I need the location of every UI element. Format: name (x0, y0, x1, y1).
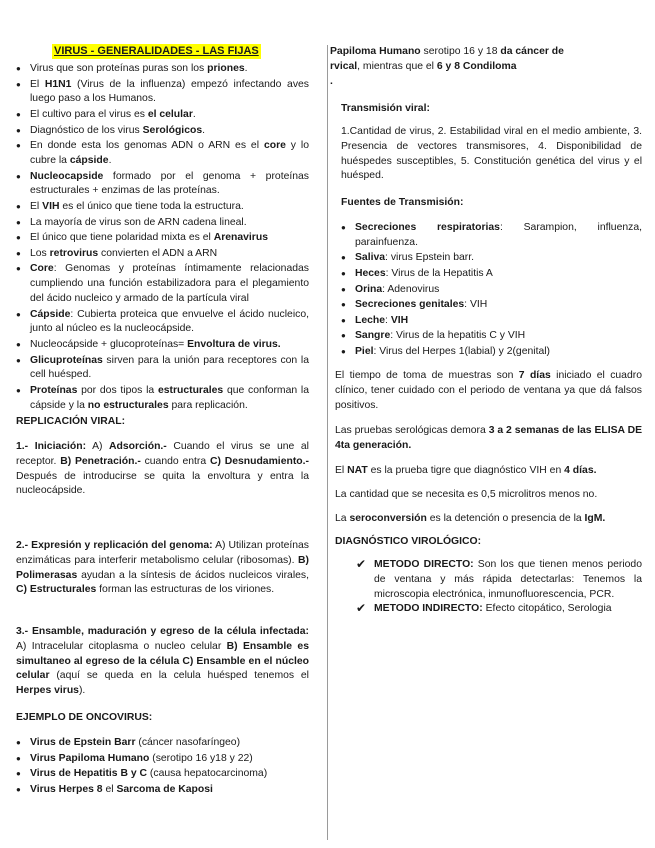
text: iniciado el cuadro clínico, tener cuidado con el periodo de ventana ya que dá falsos positivos. (335, 370, 642, 411)
text: (causa hepatocarcinoma) (147, 768, 268, 780)
metodo-item (356, 602, 642, 617)
text: : (385, 314, 391, 326)
text: que conforman la cápside y la (30, 384, 309, 411)
cantidad-paragraph (335, 488, 642, 503)
check-icon: ✔ (356, 601, 367, 616)
metodo-item (356, 558, 642, 602)
bold-text: Glicuproteínas (30, 354, 103, 366)
fragment-line (330, 75, 590, 90)
oncovirus-heading: EJEMPLO DE ONCOVIRUS: (16, 712, 153, 723)
text: , mientras que el (357, 60, 437, 72)
bold-text: B) Ensamble es simultaneo al egreso de la célula C) Ensamble en el núcleo celular (16, 640, 309, 682)
bold-text: no estructurales (87, 399, 169, 411)
list-item (16, 384, 309, 414)
list-item (16, 124, 309, 139)
text: (aquí se queda en la celula huésped tenemos el (49, 670, 309, 682)
bold-text: VIH (390, 314, 409, 326)
bold-text: Herpes virus (16, 685, 79, 697)
bold-text: el celular (147, 108, 193, 120)
bold-text: Sarcoma de Kaposi (116, 783, 213, 795)
text: La cantidad que se necesita es 0,5 microlitros menos no. (335, 489, 598, 500)
bold-text: 2.- Expresión y replicación del genoma: (16, 540, 213, 551)
replicacion-paragraph-3 (16, 625, 309, 699)
bold-text: B) Polimerasas (16, 554, 309, 581)
bold-text: Virus de Hepatitis B y C (30, 768, 148, 780)
bold-text: B) Penetración.- (60, 455, 141, 467)
text: . (192, 108, 196, 120)
text: El (335, 465, 348, 476)
text: por dos tipos la (77, 384, 158, 396)
bold-text: Envoltura de virus. (187, 338, 281, 350)
bold-text: 7 días (518, 370, 551, 381)
bold-text: 4 días. (564, 465, 597, 476)
replicacion-paragraph-2 (16, 539, 309, 598)
text: para replicación. (168, 399, 248, 411)
list-item (16, 139, 309, 169)
list-item (16, 231, 309, 246)
bold-text: 6 y 8 Condiloma (436, 60, 517, 72)
text: : Virus de la hepatitis C y VIH (390, 330, 526, 342)
bold-text: Heces (355, 267, 386, 279)
bold-text: Arenavirus (213, 232, 268, 244)
list-item (16, 736, 309, 751)
text: Virus que son proteínas puras son los (30, 63, 208, 74)
column-divider (327, 45, 328, 840)
text: La mayoría de virus son de ARN cadena lineal. (30, 216, 247, 228)
bold-text: Sangre (355, 330, 391, 342)
bold-text: METODO DIRECTO: (374, 559, 474, 570)
bold-text: Saliva (355, 252, 386, 264)
text: El cultivo para el virus es (30, 108, 148, 120)
list-item (16, 78, 309, 108)
text: cuando entra (140, 455, 210, 467)
fuentes-list (341, 221, 642, 361)
text: . (108, 154, 112, 166)
bold-text: IgM. (584, 513, 606, 524)
diagnostico-heading: DIAGNÓSTICO VIROLÓGICO: (335, 536, 482, 547)
bold-text: Nucleocapside (30, 170, 104, 182)
text: Efecto citopático, Serologia (482, 603, 612, 615)
bold-text: rvical (330, 60, 358, 72)
transmision-text: 1.Cantidad de virus, 2. Estabilidad viral en el medio ambiente, 3. Presencia de vectores transmisores, 4. Disponibilidad de huéspedes susceptibles, 5. Constitución genética del virus y el huésped. (341, 126, 642, 182)
list-item (16, 262, 309, 306)
bold-text: Cápside (30, 308, 71, 320)
nat-paragraph (335, 464, 642, 479)
bold-text: estructurales (157, 384, 224, 396)
bold-text: Papiloma Humano (330, 46, 421, 57)
replicacion-paragraph-1 (16, 440, 309, 499)
text: Después de introducirse se quita la envoltura y entra la nucleocápside. (16, 470, 309, 497)
bold-text: Leche (355, 314, 386, 326)
text: : VIH (464, 299, 488, 311)
bold-text: VIH (42, 200, 60, 212)
bold-text: Secreciones respiratorias (355, 222, 500, 233)
bold-text: Virus Papiloma Humano (30, 752, 150, 764)
text: (Virus de la influenza) empezó infectando aves luego paso a los Humanos. (30, 78, 309, 105)
transmision-heading: Transmisión viral: (341, 103, 430, 114)
text: El único que tiene polaridad mixta es el (30, 232, 214, 244)
list-item (341, 283, 642, 298)
list-item (16, 62, 309, 77)
list-item (16, 783, 309, 798)
text: Cuando el virus se une al receptor. (16, 441, 309, 467)
text: ayudan a la síntesis de ácidos nucleicos virales, (77, 569, 309, 581)
text: formado por el genoma + proteínas estructurales + enzimas de las proteínas. (30, 170, 309, 197)
text: En donde esta los genomas ADN o ARN es el (30, 140, 264, 152)
bold-text: NAT (347, 465, 368, 476)
list-item (16, 308, 309, 338)
list-item (16, 767, 309, 782)
bold-text: cápside (69, 154, 109, 166)
text: El (30, 200, 43, 212)
oncovirus-list (16, 736, 309, 798)
bold-text: retrovirus (49, 247, 99, 259)
bold-text: 3.- Ensamble, maduración y egreso de la célula infectada: (16, 626, 309, 637)
bold-text: Serológicos (142, 124, 203, 136)
bold-text: da cáncer de (500, 46, 564, 57)
list-item (341, 345, 642, 360)
toma-muestras-paragraph (335, 369, 642, 413)
bold-text: . (330, 75, 333, 87)
list-item (16, 752, 309, 767)
list-item (341, 298, 642, 313)
text: : Genomas y proteínas íntimamente relacionadas cumpliendo una función estabilizadora para el plegamiento del ácido nucleico y armado de la partícula viral (30, 263, 309, 304)
list-item (341, 314, 642, 329)
text: (cáncer nasofaríngeo) (135, 737, 241, 748)
bold-text: Secreciones genitales (355, 299, 465, 311)
bold-text: H1N1 (44, 78, 72, 90)
text: : Cubierta proteica que envuelve el ácido nucleico, junto al núcleo es la nucleocápside. (30, 308, 309, 335)
bold-text: C) Desnudamiento.- (209, 455, 309, 467)
text: La (335, 513, 350, 524)
text: Las pruebas serológicas demora (335, 425, 489, 436)
list-item (341, 251, 642, 266)
fragment-line (330, 45, 590, 60)
seroconversion-paragraph (335, 512, 642, 527)
list-item (16, 108, 309, 123)
metodos-list (356, 558, 642, 617)
text: Nucleocápside + glucoproteínas= (30, 338, 188, 350)
bold-text: core (263, 140, 286, 152)
bold-text: priones (207, 63, 245, 74)
text: forman las estructuras de los viriones. (96, 584, 275, 596)
fragment-line (330, 60, 590, 75)
text: El tiempo de toma de muestras son (335, 370, 519, 381)
pruebas-serologicas-paragraph (335, 424, 642, 454)
replicacion-heading: REPLICACIÓN VIRAL: (16, 416, 126, 427)
text: : Adenovirus (382, 283, 440, 295)
text: . (202, 124, 205, 136)
text: : Sarampion, influenza, parainfuenza. (355, 222, 642, 248)
list-item (341, 267, 642, 282)
fuentes-heading: Fuentes de Transmisión: (341, 197, 464, 208)
check-icon: ✔ (356, 557, 367, 571)
previous-column-fragment (330, 45, 590, 89)
text: es el único que tiene toda la estructura. (59, 200, 244, 212)
text: convierten el ADN a ARN (98, 247, 218, 259)
bold-text: Proteínas (30, 384, 78, 396)
text: A) Intracelular citoplasma o nucleo celular (16, 640, 227, 652)
text: . (244, 63, 248, 74)
list-item (16, 200, 309, 215)
text: El (30, 78, 45, 90)
bold-text: Virus de Epstein Barr (30, 737, 136, 748)
bold-text: Adsorción.- (109, 441, 167, 452)
bold-text: C) Estructurales (16, 584, 97, 596)
document-title: VIRUS - GENERALIDADES - LAS FIJAS (54, 45, 259, 57)
list-item (16, 216, 309, 231)
list-item (341, 329, 642, 344)
text: y lo cubre la (30, 140, 309, 166)
text: ). (78, 685, 86, 697)
bold-text: Virus Herpes 8 (30, 783, 103, 795)
text: : virus Epstein barr. (385, 252, 474, 264)
list-item (16, 354, 309, 384)
bold-text: METODO INDIRECTO: (374, 603, 483, 615)
list-item (341, 221, 642, 251)
text: serotipo 16 y 18 (420, 46, 501, 57)
text: es la detención o presencia de la (426, 513, 585, 524)
list-item (16, 247, 309, 262)
bold-text: 3 a 2 semanas de las ELISA DE 4ta generación. (335, 425, 642, 451)
bold-text: Piel (355, 345, 374, 357)
bold-text: Orina (355, 283, 383, 295)
text: sirven para la unión para receptores con la cell huésped. (30, 354, 309, 381)
text: : Virus de la Hepatitis A (385, 267, 493, 279)
text: es la prueba tigre que diagnóstico VIH en (367, 465, 565, 476)
text: el (102, 783, 117, 795)
list-item (16, 170, 309, 200)
text: Los (30, 247, 50, 259)
text: : Virus del Herpes 1(labial) y 2(genital) (373, 345, 551, 357)
text: Diagnóstico de los virus (30, 124, 143, 136)
text: A) (86, 441, 110, 452)
text: A) Utilizan proteínas enzimáticas para interferir metabolismo celular (ribosomas). (16, 540, 309, 566)
bold-text: 1.- Iniciación: (16, 441, 87, 452)
bold-text: Core (30, 263, 54, 275)
text: Son los que tienen menos periodo de ventana y más rápida detectarlas: Tenemos la microscopia electrónica, inmunofluorescencia, PCR. (374, 559, 642, 600)
generalidades-list (16, 62, 309, 414)
bold-text: seroconversión (349, 513, 427, 524)
list-item (16, 338, 309, 353)
text: (serotipo 16 y18 y 22) (149, 752, 253, 764)
